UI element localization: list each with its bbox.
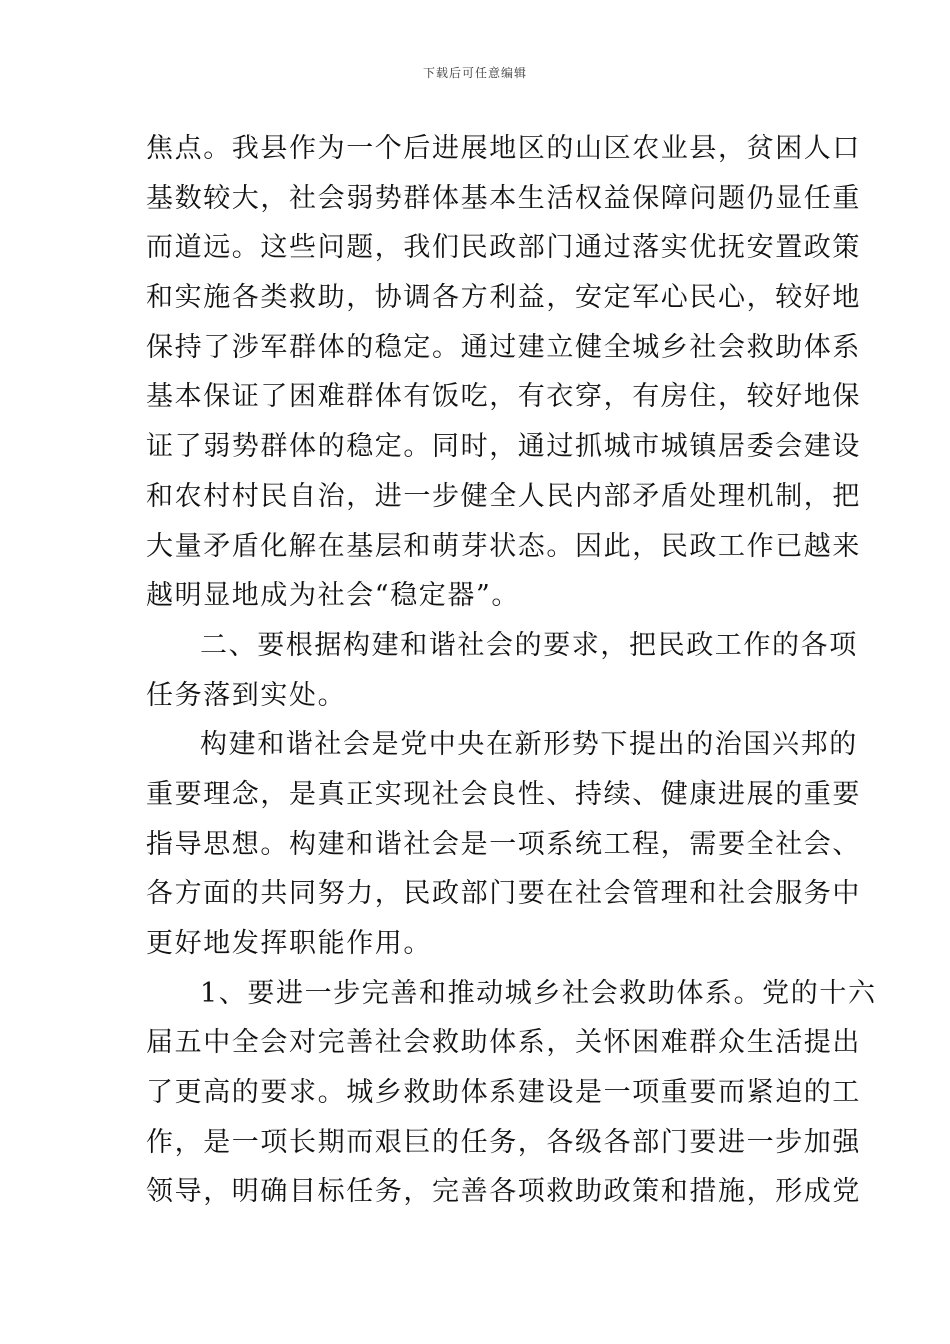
- page-header-note: 下载后可任意编辑: [422, 66, 527, 80]
- text-line: 作，是一项长期而艰巨的任务，各级各部门要进一步加强: [146, 1126, 861, 1158]
- text-line: 越明显地成为社会“稳定器”。: [146, 580, 521, 612]
- text-line: 保持了涉军群体的稳定。通过建立健全城乡社会救助体系: [146, 331, 861, 363]
- section-heading-cont: 任务落到实处。: [146, 679, 347, 711]
- text-line: 和农村村民自治，进一步健全人民内部矛盾处理机制，把: [146, 480, 861, 512]
- text-line: 和实施各类救助，协调各方利益，安定军心民心，较好地: [146, 282, 861, 314]
- text-line: 而道远。这些问题，我们民政部门通过落实优抚安置政策: [146, 232, 861, 264]
- text-line: 指导思想。构建和谐社会是一项系统工程，需要全社会、: [146, 828, 861, 860]
- text-line: 基本保证了困难群体有饭吃，有衣穿，有房住，较好地保: [146, 381, 861, 413]
- text-line: 更好地发挥职能作用。: [146, 928, 432, 959]
- text-line: 基数较大，社会弱势群体基本生活权益保障问题仍显任重: [146, 182, 861, 214]
- text-line: 各方面的共同努力，民政部门要在社会管理和社会服务中: [146, 878, 861, 910]
- text-line: 重要理念，是真正实现社会良性、持续、健康进展的重要: [146, 778, 861, 810]
- text-line: 焦点。我县作为一个后进展地区的山区农业县，贫困人口: [146, 133, 861, 164]
- text-line: 1、要进一步完善和推动城乡社会救助体系。党的十六: [200, 977, 877, 1009]
- text-line: 了更高的要求。城乡救助体系建设是一项重要而紧迫的工: [146, 1077, 861, 1109]
- document-body: [146, 124, 877, 1217]
- section-heading: 二、要根据构建和谐社会的要求，把民政工作的各项: [200, 629, 858, 661]
- text-line: 届五中全会对完善社会救助体系，关怀困难群众生活提出: [146, 1027, 861, 1059]
- text-line: 证了弱势群体的稳定。同时，通过抓城市城镇居委会建设: [146, 431, 861, 463]
- text-line: 构建和谐社会是党中央在新形势下提出的治国兴邦的: [200, 729, 858, 761]
- text-line: 大量矛盾化解在基层和萌芽状态。因此，民政工作已越来: [146, 530, 861, 562]
- text-line: 领导，明确目标任务，完善各项救助政策和措施，形成党: [146, 1176, 861, 1208]
